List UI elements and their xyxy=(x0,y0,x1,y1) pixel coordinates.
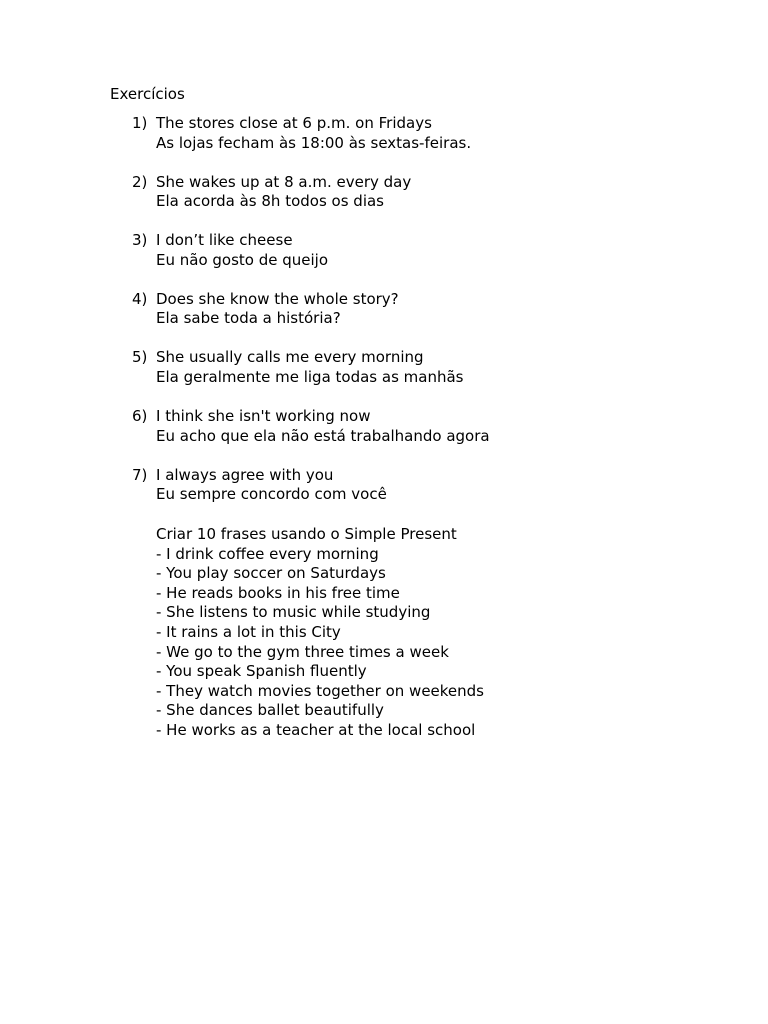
list-item: - She listens to music while studying xyxy=(156,603,431,622)
exercise-number: 4) xyxy=(132,289,148,308)
portuguese-translation: Ela sabe toda a história? xyxy=(156,309,341,328)
list-item: - They watch movies together on weekends xyxy=(156,681,484,700)
list-item: - He works as a teacher at the local school xyxy=(156,720,476,739)
list-item: - You speak Spanish fluently xyxy=(156,662,367,681)
exercise-number: 7) xyxy=(132,465,148,484)
list-item: - He reads books in his free time xyxy=(156,583,400,602)
portuguese-translation: Eu sempre concordo com você xyxy=(156,485,387,504)
list-item: - It rains a lot in this City xyxy=(156,622,341,641)
english-sentence: I don’t like cheese xyxy=(156,231,293,250)
list-item: - She dances ballet beautifully xyxy=(156,701,384,720)
portuguese-translation: Eu acho que ela não está trabalhando agora xyxy=(156,426,490,445)
task-title: Criar 10 frases usando o Simple Present xyxy=(156,525,457,543)
sentence-list xyxy=(156,545,484,741)
portuguese-translation: Ela acorda às 8h todos os dias xyxy=(156,192,384,211)
english-sentence: I always agree with you xyxy=(156,465,334,484)
exercise-number: 1) xyxy=(132,114,148,132)
list-item: - We go to the gym three times a week xyxy=(156,642,449,661)
exercise-number: 6) xyxy=(132,406,148,425)
english-sentence: She usually calls me every morning xyxy=(156,348,424,367)
exercise-number: 2) xyxy=(132,172,148,191)
exercise-number: 3) xyxy=(132,231,148,250)
english-sentence: The stores close at 6 p.m. on Fridays xyxy=(156,114,432,132)
english-sentence: I think she isn't working now xyxy=(156,406,371,425)
document-heading: Exercícios xyxy=(110,85,185,103)
english-sentence: She wakes up at 8 a.m. every day xyxy=(156,172,412,191)
task-section xyxy=(156,525,484,741)
portuguese-translation: Ela geralmente me liga todas as manhãs xyxy=(156,367,464,386)
exercise-number: 5) xyxy=(132,348,148,367)
portuguese-translation: As lojas fecham às 18:00 às sextas-feiras. xyxy=(156,133,472,152)
list-item: - I drink coffee every morning xyxy=(156,544,379,563)
english-sentence: Does she know the whole story? xyxy=(156,289,399,308)
list-item: - You play soccer on Saturdays xyxy=(156,564,386,583)
portuguese-translation: Eu não gosto de queijo xyxy=(156,250,329,269)
